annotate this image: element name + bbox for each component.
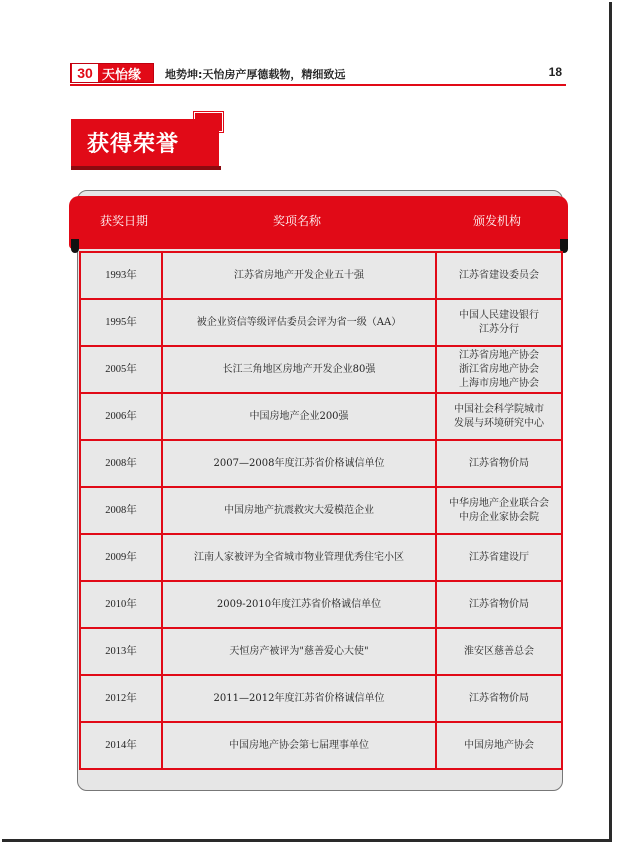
award-date-cell: 2012年 (80, 675, 162, 722)
award-date-cell: 2014年 (80, 722, 162, 769)
award-org-cell: 江苏省建设委员会 (436, 252, 562, 299)
award-name-cell: 中国房地产企业200强 (162, 393, 436, 440)
table-row (80, 581, 562, 628)
award-date-cell: 2009年 (80, 534, 162, 581)
table-row (80, 393, 562, 440)
award-org-cell: 中国房地产协会 (436, 722, 562, 769)
table-row (80, 722, 562, 769)
table-row (80, 675, 562, 722)
award-name-cell: 长江三角地区房地产开发企业80强 (162, 346, 436, 393)
column-header-org: 颁发机构 (472, 214, 521, 228)
award-name-cell: 江苏省房地产开发企业五十强 (162, 252, 436, 299)
table-row (80, 299, 562, 346)
award-name-cell: 江南人家被评为全省城市物业管理优秀住宅小区 (162, 534, 436, 581)
award-date-cell: 2008年 (80, 440, 162, 487)
header-title: 地势坤:天怡房产厚德载物，精细致远 (165, 68, 346, 81)
award-org-cell: 江苏省物价局 (436, 581, 562, 628)
section-title-shadow (71, 166, 221, 170)
brand-logo (70, 63, 154, 83)
page-header (70, 63, 566, 85)
table-row (80, 346, 562, 393)
award-date-cell: 2005年 (80, 346, 162, 393)
table-row (80, 252, 562, 299)
award-name-cell: 中国房地产抗震救灾大爱模范企业 (162, 487, 436, 534)
column-header-award: 奖项名称 (272, 214, 321, 228)
column-header-date: 获奖日期 (99, 214, 148, 228)
award-org-cell: 江苏省房地产协会 浙江省房地产协会 上海市房地产协会 (436, 346, 562, 393)
award-name-cell: 2009-2010年度江苏省价格诚信单位 (162, 581, 436, 628)
award-date-cell: 2008年 (80, 487, 162, 534)
award-date-cell: 2006年 (80, 393, 162, 440)
table-header-tab-left (71, 239, 79, 253)
header-divider (70, 84, 566, 86)
award-name-cell: 中国房地产协会第七届理事单位 (162, 722, 436, 769)
award-name-cell: 2007—2008年度江苏省价格诚信单位 (162, 440, 436, 487)
section-title: 获得荣誉 (71, 119, 219, 166)
award-org-cell: 中国社会科学院城市 发展与环境研究中心 (436, 393, 562, 440)
award-date-cell: 2010年 (80, 581, 162, 628)
table-row (80, 487, 562, 534)
award-org-cell: 淮安区慈善总会 (436, 628, 562, 675)
logo-brand-name: 天怡缘 (102, 67, 142, 83)
logo-anniversary-badge: 30 (72, 64, 98, 82)
award-org-cell: 中国人民建设银行 江苏分行 (436, 299, 562, 346)
table-row (80, 440, 562, 487)
award-name-cell: 天恒房产被评为"慈善爱心大使" (162, 628, 436, 675)
award-date-cell: 1995年 (80, 299, 162, 346)
table-row (80, 628, 562, 675)
honors-table (79, 251, 563, 770)
award-org-cell: 江苏省物价局 (436, 675, 562, 722)
award-name-cell: 2011—2012年度江苏省价格诚信单位 (162, 675, 436, 722)
page-number: 18 (548, 65, 562, 79)
award-org-cell: 江苏省物价局 (436, 440, 562, 487)
award-date-cell: 1993年 (80, 252, 162, 299)
award-org-cell: 中华房地产企业联合会 中房企业家协会院 (436, 487, 562, 534)
award-org-cell: 江苏省建设厅 (436, 534, 562, 581)
award-name-cell: 被企业资信等级评估委员会评为省一级（AA） (162, 299, 436, 346)
award-date-cell: 2013年 (80, 628, 162, 675)
table-row (80, 534, 562, 581)
